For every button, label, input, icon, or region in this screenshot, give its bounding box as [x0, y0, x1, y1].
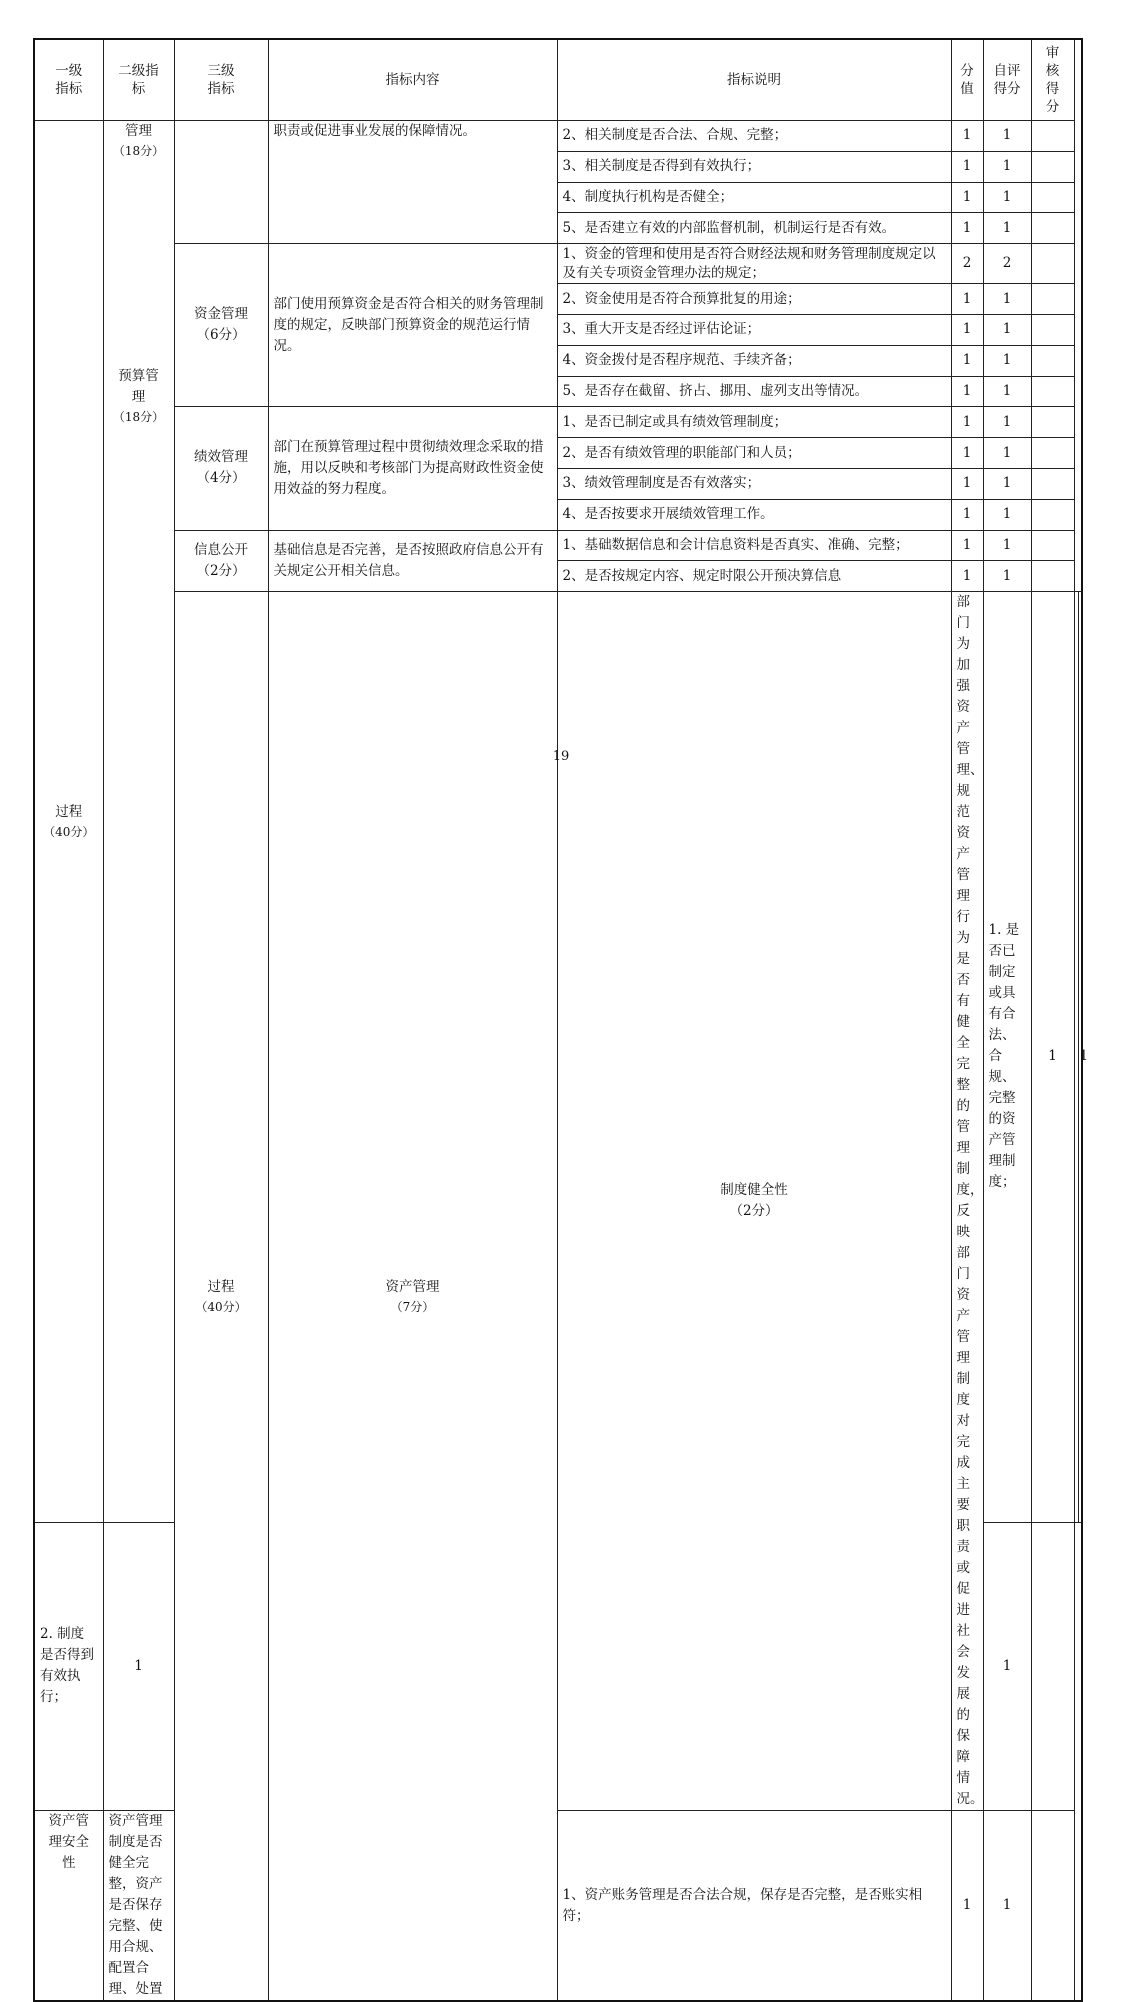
self-score-cell: 2: [983, 244, 1031, 284]
content-system: 部门为加强资产管理、规范资产管理行为是否有健全完整的管理制度，反映部门资产管理制度对完成主要职责或促进社会发展的保障情况。: [951, 592, 983, 1811]
level3-safety-cell: [34, 1811, 103, 2002]
score-cell: 1: [103, 1522, 174, 1811]
content-disclosure: 基础信息是否完善，是否按照政府信息公开有关规定公开相关信息。: [268, 530, 557, 592]
self-score-cell: 1: [983, 314, 1031, 345]
level2-mgmt-points: （18分）: [112, 144, 165, 158]
level3-safety-name: 资产管理安全性: [48, 1813, 89, 1872]
audit-score-cell: [1031, 1522, 1074, 1811]
level1-name: 过程: [55, 803, 83, 820]
header-level2: 二级指标: [103, 39, 174, 121]
score-cell: 1: [951, 376, 983, 407]
level3-funds-cell: [174, 244, 268, 407]
audit-score-cell: [1031, 213, 1074, 244]
self-score-cell: 1: [983, 151, 1031, 182]
level3-funds-name: 资金管理: [194, 306, 248, 323]
audit-score-cell: [1031, 530, 1074, 561]
score-cell: 1: [951, 213, 983, 244]
score-cell: 1: [1031, 592, 1074, 1522]
desc-cell: 2. 制度是否得到有效执行；: [34, 1522, 103, 1811]
level3-disclosure-points: （2分）: [196, 562, 246, 579]
audit-score-cell: [1031, 284, 1074, 315]
table-row: [34, 592, 1082, 1522]
desc-cell: 3、重大开支是否经过评估论证；: [557, 314, 951, 345]
level2-budget-points: （18分）: [112, 410, 165, 424]
content-performance: 部门在预算管理过程中贯彻绩效理念采取的措施，用以反映和考核部门为提高财政性资金使用效益的努力程度。: [268, 407, 557, 530]
level3-system-points: （2分）: [729, 1203, 779, 1220]
header-score: 分值: [951, 39, 983, 121]
level1-points-2: （40分）: [195, 1299, 247, 1314]
level2-asset-points: （7分）: [390, 1299, 435, 1314]
level1-points: （40分）: [43, 824, 95, 839]
audit-score-cell: [1031, 376, 1074, 407]
audit-score-cell: [1031, 121, 1074, 152]
header-audit-score: 审核得分: [1031, 39, 1074, 121]
table-row: [34, 530, 1082, 561]
desc-cell: 2、相关制度是否合法、合规、完整；: [557, 121, 951, 152]
level3-system-name: 制度健全性: [720, 1182, 788, 1199]
audit-score-cell: [1031, 407, 1074, 438]
self-score-cell: 1: [983, 499, 1031, 530]
score-cell: 1: [951, 151, 983, 182]
self-score-cell: 1: [983, 182, 1031, 213]
level3-disclosure-name: 信息公开: [194, 541, 248, 558]
self-score-cell: 1: [983, 1811, 1031, 2002]
score-cell: 1: [951, 438, 983, 469]
desc-cell: 1. 是否已制定或具有合法、合规、完整的资产管理制度；: [983, 592, 1031, 1522]
level2-budget-name: 预算管理: [118, 368, 159, 405]
score-cell: 1: [951, 182, 983, 213]
score-cell: 1: [951, 407, 983, 438]
desc-cell: 1、资金的管理和使用是否符合财经法规和财务管理制度规定以及有关专项资金管理办法的规定；: [557, 244, 951, 284]
level3-performance-points: （4分）: [196, 470, 246, 487]
audit-score-cell: [1031, 151, 1074, 182]
level2-asset-name: 资产管理: [385, 1278, 440, 1295]
score-cell: 1: [951, 121, 983, 152]
content-funds: 部门使用预算资金是否符合相关的财务管理制度的规定，反映部门预算资金的规范运行情况。: [268, 244, 557, 407]
level2-mgmt-name: 管理: [125, 123, 152, 139]
evaluation-table: [33, 38, 1089, 2002]
score-cell: 1: [951, 345, 983, 376]
score-cell: 1: [951, 468, 983, 499]
content-safety: 资产管理制度是否健全完整，资产是否保存完整、使用合规、配置合理、处置: [103, 1811, 174, 2002]
self-score-cell: 1: [983, 468, 1031, 499]
score-cell: 1: [951, 284, 983, 315]
level1-name-2: 过程: [207, 1278, 235, 1295]
level3-funds-points: （6分）: [196, 327, 246, 344]
desc-cell: 1、是否已制定或具有绩效管理制度；: [557, 407, 951, 438]
desc-cell: 1、基础数据信息和会计信息资料是否真实、准确、完整；: [557, 530, 951, 561]
self-score-cell: 1: [1074, 592, 1078, 1522]
level1-cell-2: [174, 592, 268, 2002]
self-score-cell: 1: [983, 213, 1031, 244]
self-score-cell: 1: [983, 376, 1031, 407]
level3-disclosure-cell: [174, 530, 268, 592]
self-score-cell: 1: [983, 284, 1031, 315]
audit-score-cell: [1031, 182, 1074, 213]
header-description: 指标说明: [557, 39, 951, 121]
audit-score-cell: [1031, 468, 1074, 499]
table-row: [34, 244, 1082, 284]
content-carry: 职责或促进事业发展的保障情况。: [268, 121, 557, 244]
level1-cell: [34, 121, 103, 1523]
desc-cell: 4、资金拨付是否程序规范、手续齐备；: [557, 345, 951, 376]
desc-cell: 5、是否存在截留、挤占、挪用、虚列支出等情况。: [557, 376, 951, 407]
score-cell: 1: [951, 1811, 983, 2002]
self-score-cell: 1: [983, 561, 1031, 592]
level3-system-cell: [557, 592, 951, 1811]
score-cell: 1: [951, 499, 983, 530]
audit-score-cell: [1031, 314, 1074, 345]
self-score-cell: 1: [983, 407, 1031, 438]
desc-cell: 5、是否建立有效的内部监督机制，机制运行是否有效。: [557, 213, 951, 244]
table-row: [34, 407, 1082, 438]
level3-performance-cell: [174, 407, 268, 530]
header-level3: 三级指标: [174, 39, 268, 121]
score-cell: 1: [951, 314, 983, 345]
header-level1: 一级指标: [34, 39, 103, 121]
score-cell: 1: [951, 561, 983, 592]
self-score-cell: 1: [983, 121, 1031, 152]
level3-carry-cell: [174, 121, 268, 244]
level2-asset-cell: [268, 592, 557, 2002]
self-score-cell: 1: [983, 438, 1031, 469]
self-score-cell: 1: [983, 1522, 1031, 1811]
desc-cell: 2、是否有绩效管理的职能部门和人员；: [557, 438, 951, 469]
self-score-cell: 1: [983, 530, 1031, 561]
desc-cell: 4、制度执行机构是否健全；: [557, 182, 951, 213]
desc-cell: 2、是否按规定内容、规定时限公开预决算信息: [557, 561, 951, 592]
level3-performance-name: 绩效管理: [194, 449, 248, 466]
desc-cell: 4、是否按要求开展绩效管理工作。: [557, 499, 951, 530]
audit-score-cell: [1031, 438, 1074, 469]
level2-cell: [103, 121, 174, 1523]
header-row: [34, 39, 1082, 121]
desc-cell: 2、资金使用是否符合预算批复的用途；: [557, 284, 951, 315]
table-row: [34, 121, 1082, 152]
self-score-cell: 1: [983, 345, 1031, 376]
audit-score-cell: [1031, 244, 1074, 284]
page-number: 19: [552, 749, 570, 764]
desc-cell: 3、相关制度是否得到有效执行；: [557, 151, 951, 182]
desc-cell: 1、资产账务管理是否合法合规，保存是否完整，是否账实相符；: [557, 1811, 951, 2002]
audit-score-cell: [1031, 499, 1074, 530]
desc-cell: 3、绩效管理制度是否有效落实；: [557, 468, 951, 499]
audit-score-cell: [1031, 561, 1074, 592]
audit-score-cell: [1031, 1811, 1074, 2002]
score-cell: 2: [951, 244, 983, 284]
header-self-score: 自评得分: [983, 39, 1031, 121]
header-content: 指标内容: [268, 39, 557, 121]
audit-score-cell: [1031, 345, 1074, 376]
score-cell: 1: [951, 530, 983, 561]
